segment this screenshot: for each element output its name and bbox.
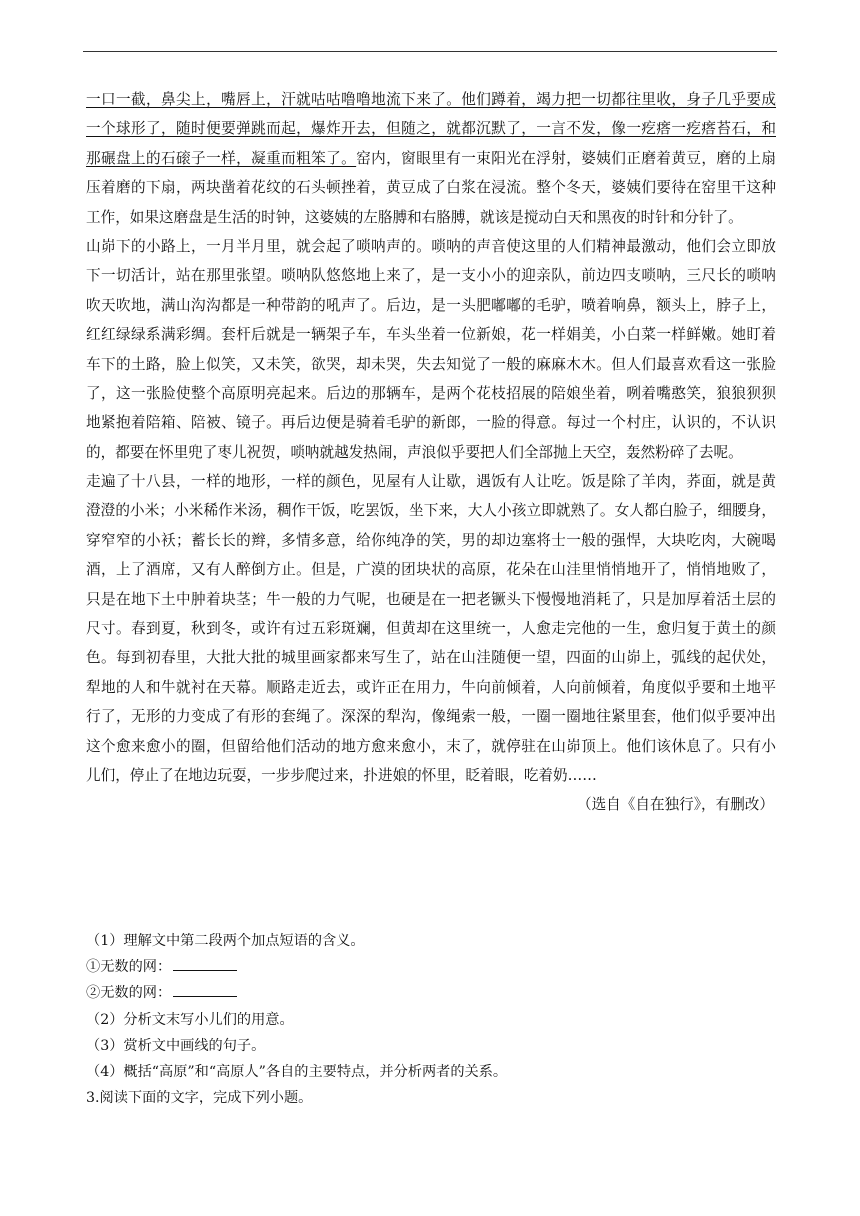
top-rule <box>83 51 777 52</box>
paragraph-2-line: 红红绿绿系满彩绸。套杆后就是一辆架子车，车头坐着一位新娘，花一样娟美，小白菜一样鲜嫩。她盯着 <box>86 326 776 344</box>
paragraph-2-line: 吹天吹地，满山沟沟都是一种带韵的吼声了。后边，是一头肥嘟嘟的毛驴，喷着响鼻，额头上，脖子上， <box>86 296 776 314</box>
question-list <box>86 928 776 1111</box>
paragraph-1-line: 工作，如果这磨盘是生活的时钟，这婆姨的左胳膊和右胳膊，就该是搅动白天和黑夜的时针和分针了。 <box>86 208 743 226</box>
paragraph-1-line <box>86 114 776 143</box>
article-body <box>86 85 776 820</box>
next-section-heading <box>86 1085 776 1111</box>
paragraph-1-line <box>86 144 776 173</box>
question-1: （1）理解文中第二段两个加点短语的含义。 <box>86 933 365 949</box>
paragraph-3-line: 走遍了十八县，一样的地形，一样的颜色，见屋有人让歇，遇饭有人让吃。饭是除了羊肉，荞面，就是黄 <box>86 473 776 491</box>
paragraph-3-line: 儿们，停止了在地边玩耍，一步步爬过来，扑进娘的怀里，眨着眼，吃着奶…… <box>86 766 597 784</box>
paragraph-3-line: 色。每到初春里，大批大批的城里画家都来写生了，站在山洼随便一望，四面的山峁上，弧线的起伏处， <box>86 649 776 667</box>
question-3: （3）赏析文中画线的句子。 <box>86 1037 266 1054</box>
question-1-sub-b-label: ②无数的网： <box>86 985 172 1002</box>
paragraph-3-line: 这个愈来愈小的圈，但留给他们活动的地方愈来愈小，末了，就停驻在山峁顶上。他们该休息了。只有小 <box>86 737 776 755</box>
paragraph-2-line: 下一切活计，站在那里张望。唢呐队悠悠地上来了，是一支小小的迎亲队，前边四支唢呐，三尺长的唢呐 <box>86 267 776 285</box>
paragraph-3-line: 酒，上了酒席，又有人醉倒方止。但是，广漠的团块状的高原，花朵在山洼里悄悄地开了，悄悄地败了， <box>86 561 776 579</box>
text-span: 窑内，窗眼里有一束阳光在浮射，婆姨们正磨着黄豆，磨的上扇 <box>356 149 776 167</box>
next-section-number: 3. <box>86 1090 100 1107</box>
next-section-text: 阅读下面的文字，完成下列小题。 <box>99 1090 313 1107</box>
answer-blank[interactable] <box>173 956 237 971</box>
paragraph-2-line: 车下的土路，脸上似笑，又未笑，欲哭，却未哭，失去知觉了一般的麻麻木木。但人们最喜欢看这一张脸 <box>86 355 776 373</box>
question-1-sub-a <box>86 954 776 980</box>
paragraph-3-line: 犁地的人和牛就衬在天幕。顺路走近去，或许正在用力，牛向前倾着，人向前倾着，角度似乎要和土地平 <box>86 678 776 696</box>
question-1-sub-a-label: ①无数的网： <box>86 959 172 976</box>
paragraph-2-line: 地紧抱着陪箱、陪被、镜子。再后边便是骑着毛驴的新郎，一脸的得意。每过一个村庄，认识的，不认识 <box>86 414 776 432</box>
paragraph-3-line: 只是在地下土中肿着块茎；牛一般的力气呢，也硬是在一把老镢头下慢慢地消耗了，只是加厚着活土层的 <box>86 590 776 608</box>
question-2: （2）分析文末写小儿们的用意。 <box>86 1011 294 1028</box>
source-citation: （选自《自在独行》，有删改） <box>576 796 774 814</box>
question-1-sub-b <box>86 980 776 1006</box>
underlined-sentence: 那碾盘上的石磙子一样，凝重而粗笨了。 <box>86 149 357 167</box>
question-4: （4）概括“高原”和“高原人”各自的主要特点，并分析两者的关系。 <box>86 1063 508 1080</box>
underlined-sentence: 一口一截，鼻尖上，嘴唇上，汗就咕咕噜噜地流下来了。他们蹲着，竭力把一切都往里收，身子几乎要成 <box>86 91 776 108</box>
paragraph-3-line: 行了，无形的力变成了有形的套绳了。深深的犁沟，像绳索一般，一圈一圈地往紧里套，他们似乎要冲出 <box>86 708 776 726</box>
paragraph-1-line: 压着磨的下扇，两块凿着花纹的石头顿挫着，黄豆成了白浆在浸流。整个冬天，婆姨们要待在窑里干这种 <box>86 179 776 197</box>
paragraph-3-line: 澄澄的小米；小米稀作米汤，稠作干饭，吃罢饭，坐下来，大人小孩立即就熟了。女人都白脸子，细腰身， <box>86 502 776 520</box>
paragraph-2-line: 的，都要在怀里兜了枣儿祝贺，唢呐就越发热闹，声浪似乎要把人们全部抛上天空，轰然粉碎了去呢。 <box>86 443 743 461</box>
answer-blank[interactable] <box>173 982 237 997</box>
underlined-sentence: 一个球形了，随时便要弹跳而起，爆炸开去，但随之，就都沉默了，一言不发，像一疙瘩一疙瘩苔石，和 <box>86 120 776 138</box>
paragraph-2-line: 了，这一张脸使整个高原明亮起来。后边的那辆车，是两个花枝招展的陪娘坐着，咧着嘴憨笑，狼狼狈狈 <box>86 384 776 402</box>
paragraph-2-line: 山峁下的小路上，一月半月里，就会起了唢呐声的。唢呐的声音使这里的人们精神最激动，他们会立即放 <box>86 237 776 255</box>
paragraph-3-line: 穿窄窄的小袄；蓄长长的辫，多情多意，给你纯净的笑，男的却边塞将士一般的强悍，大块吃肉，大碗喝 <box>86 531 776 549</box>
paragraph-1-line <box>86 85 776 114</box>
paragraph-3-line: 尺寸。春到夏，秋到冬，或许有过五彩斑斓，但黄却在这里统一，人愈走完他的一生，愈归复于黄土的颜 <box>86 620 776 638</box>
